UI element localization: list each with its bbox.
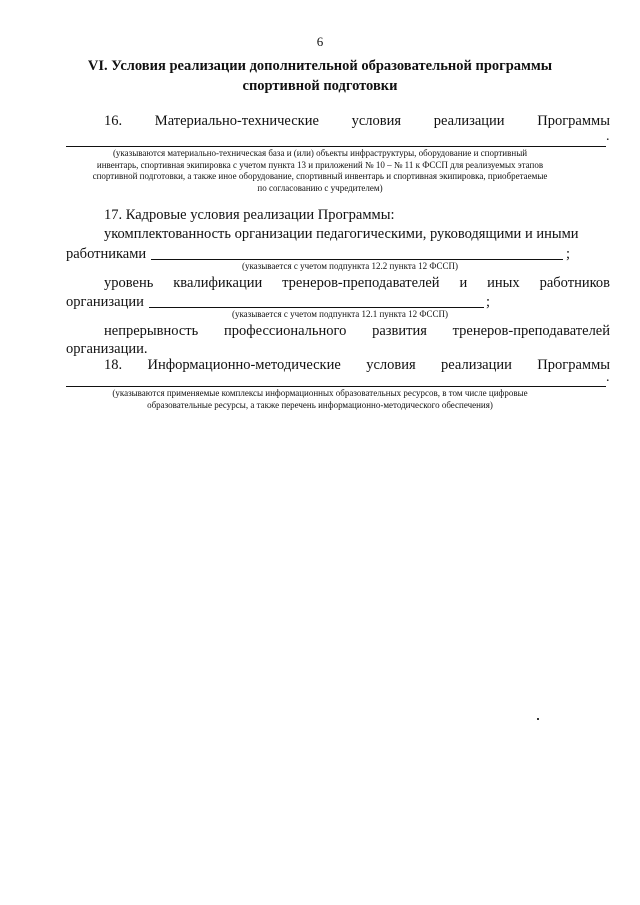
item-17-qualification-fill-line bbox=[149, 307, 484, 308]
item-17-qualification-word-2: тренеров-преподавателей bbox=[282, 275, 440, 291]
item-16-word-3: реализации bbox=[433, 113, 505, 129]
section-title-line-2: спортивной подготовки bbox=[242, 78, 398, 94]
item-18-word-3: реализации bbox=[441, 357, 512, 373]
item-18-note-line-2: образовательные ресурсы, а также перечень информационно-методического обеспечения) bbox=[147, 399, 493, 410]
item-16-note-line-1: (указываются материально-техническая база и (или) объекты инфраструктуры, оборудование и спортивный bbox=[112, 148, 528, 158]
item-17-staffing-line-1: укомплектованность организации педагогическими, руководящими и иными bbox=[104, 226, 579, 242]
item-17-qualification-word-5: работников bbox=[539, 275, 610, 291]
item-16-note-line-3: спортивной подготовки, а также иное оборудование, спортивный инвентарь и спортивная экипировка, приобретаемые bbox=[92, 171, 548, 181]
item-17-continuity-word-3: тренеров-преподавателей bbox=[452, 323, 610, 339]
item-18-note bbox=[20, 388, 620, 411]
item-17-qualification-line bbox=[104, 275, 610, 292]
item-16-note-line-4: по согласованию с учредителем) bbox=[257, 182, 383, 193]
item-17-continuity-line-2: организации. bbox=[66, 341, 148, 357]
item-17-continuity-word-2: развития bbox=[372, 323, 427, 339]
item-16-note bbox=[20, 148, 620, 194]
item-18-word-4: Программы bbox=[537, 357, 610, 373]
item-18-word-1: Информационно-методические bbox=[147, 357, 341, 373]
item-17-heading: 17. Кадровые условия реализации Программы: bbox=[104, 207, 395, 223]
item-17-staffing-end: ; bbox=[566, 246, 571, 262]
item-17-qualification-word-0: уровень bbox=[104, 275, 154, 291]
section-title-line-1: VI. Условия реализации дополнительной образовательной программы bbox=[87, 58, 553, 74]
item-17-continuity-word-1: профессионального bbox=[224, 323, 347, 339]
item-18-number: 18. bbox=[104, 357, 123, 373]
page-number: 6 bbox=[316, 34, 324, 49]
item-18-fill-line bbox=[66, 386, 606, 387]
item-17-qualification-end: ; bbox=[486, 294, 491, 310]
item-16-word-2: условия bbox=[351, 113, 402, 129]
item-17-continuity-word-0: непрерывность bbox=[104, 323, 199, 339]
item-16-fill-line bbox=[66, 146, 606, 147]
item-18-note-line-1: (указываются применяемые комплексы информационных образовательных ресурсов, в том числе цифровые bbox=[112, 388, 528, 398]
item-17-qualification-word-4: иных bbox=[487, 275, 520, 291]
item-16-word-1: Материально-технические bbox=[154, 113, 319, 129]
item-18-line bbox=[104, 357, 610, 374]
item-17-staffing-label: работниками bbox=[66, 246, 147, 262]
item-17-qualification-word-1: квалификации bbox=[173, 275, 263, 291]
item-16-line bbox=[104, 113, 610, 130]
scan-speck bbox=[537, 718, 539, 720]
item-16-note-line-2: инвентарь, спортивная экипировка с учетом пункта 13 и приложений № 10 – № 11 к ФССП для реализуемых этапов bbox=[96, 159, 544, 170]
item-16-word-4: Программы bbox=[537, 113, 610, 129]
item-18-end-mark: . bbox=[606, 370, 610, 385]
item-17-staffing-fill-line bbox=[151, 259, 563, 260]
item-17-qualification-note: (указывается с учетом подпункта 12.1 пункта 12 ФССП) bbox=[231, 309, 449, 319]
item-16-end-mark: . bbox=[606, 129, 610, 144]
item-17-qualification-word-3: и bbox=[459, 275, 468, 291]
item-17-continuity-line bbox=[104, 323, 610, 340]
item-17-staffing-note: (указывается с учетом подпункта 12.2 пункта 12 ФССП) bbox=[241, 261, 459, 271]
item-18-word-2: условия bbox=[366, 357, 416, 373]
item-17-qualification-label: организации bbox=[66, 294, 144, 310]
item-16-number: 16. bbox=[104, 113, 123, 129]
